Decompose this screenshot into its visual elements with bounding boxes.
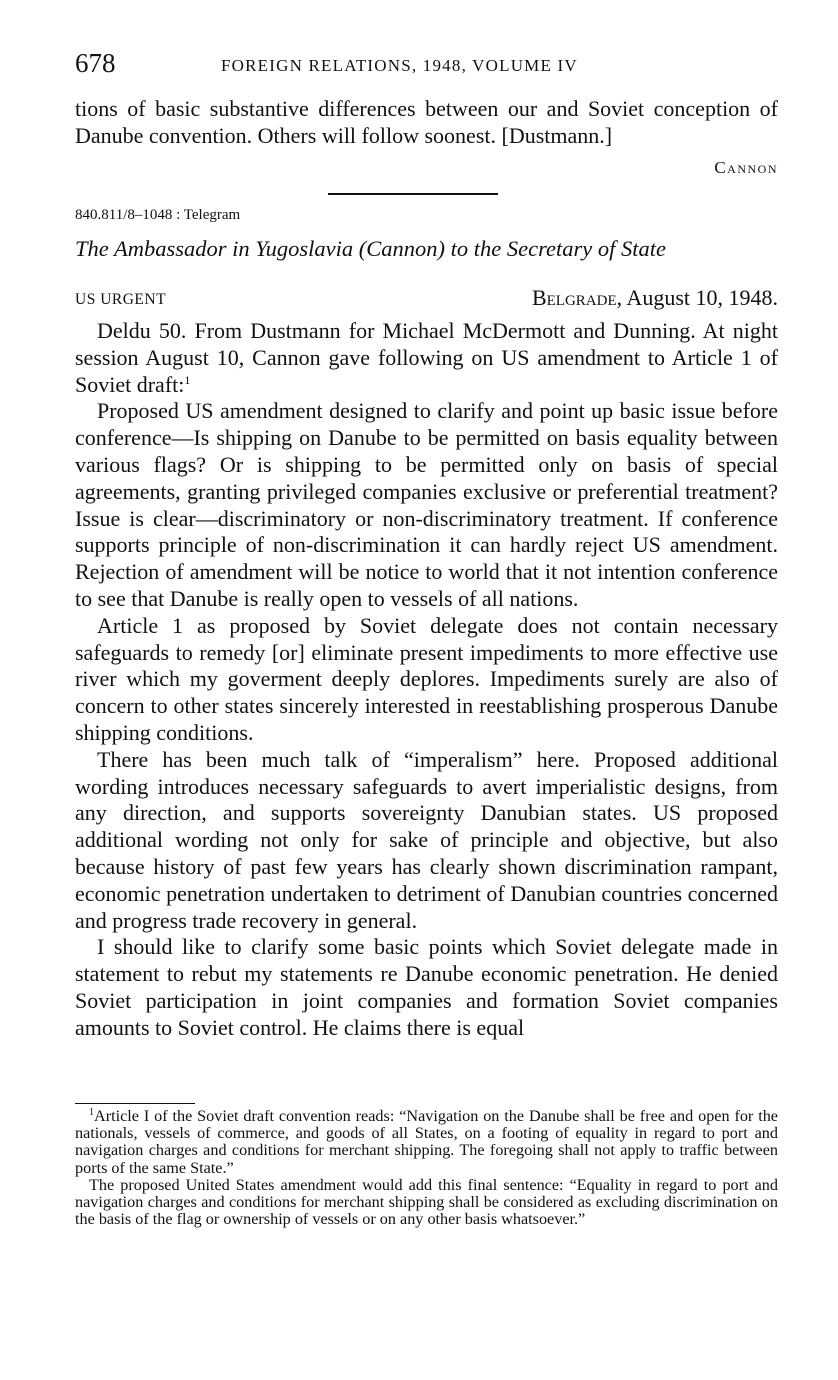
page-number: 678 <box>75 48 116 78</box>
classification-label: US URGENT <box>75 291 167 308</box>
telegram-paragraph: I should like to clarify some basic points which Soviet delegate made in statement to rebut my statements re Danube economic penetration. He denied Soviet participation in joint companies and formation Soviet companies amounts to Soviet control. He claims there is equal <box>75 934 778 1040</box>
paragraph-text: Deldu 50. From Dustmann for Michael McDermott and Dunning. At night session August 10, Cannon gave following on US amendment to Article 1 of Soviet draft: <box>75 318 778 397</box>
footnote-divider <box>75 1103 195 1104</box>
footnote-text: The proposed United States amendment would add this final sentence: “Equality in regard to port and navigation charges and conditions for merchant shipping shall be considered as excluding discrimination on the basis of the flag or ownership of vessels or on any other basis whatsoever.” <box>75 1175 778 1229</box>
footnote-reference[interactable]: 1 <box>184 372 191 387</box>
footnote <box>75 1108 778 1177</box>
page-header <box>75 48 778 82</box>
running-head: FOREIGN RELATIONS, 1948, VOLUME IV <box>221 56 578 75</box>
footnote-marker: 1 <box>89 1107 94 1118</box>
telegram-paragraph <box>75 318 778 398</box>
continuation-paragraph: tions of basic substantive differences between our and Soviet conception of Danube convention. Others will follow soonest. [Dustmann.] <box>75 96 778 148</box>
file-number: 840.811/8–1048 : Telegram <box>75 207 241 223</box>
dateline <box>532 285 778 311</box>
footnotes <box>75 1108 778 1228</box>
telegram-paragraph: Article 1 as proposed by Soviet delegate does not contain necessary safeguards to remedy [or] eliminate present impediments to more effective use river which my goverment deeply deplores. Impediments surely are also of concern to other states sincerely interested in reestablishing prosperous Danube shipping conditions. <box>75 612 778 745</box>
telegram-paragraph: There has been much talk of “imperalism” here. Proposed additional wording introduces necessary safeguards to avert imperialistic designs, from any direction, and supports sovereignty Danubian states. US proposed additional wording not only for sake of principle and objective, but also because history of past few years has clearly shown discrimination rampant, economic penetration undertaken to detriment of Danubian countries concerned and progress trade recovery in general. <box>75 746 778 933</box>
section-divider <box>328 193 498 195</box>
document-title: The Ambassador in Yugoslavia (Cannon) to the Secretary of State <box>75 236 667 261</box>
footnote-text: Article I of the Soviet draft convention reads: “Navigation on the Danube shall be free and open for the nationals, vessels of commerce, and goods of all States, on a footing of equality in regard to port and navigation charges and conditions for merchant shipping. The foregoing shall not apply to traffic between ports of the same State.” <box>75 1107 778 1177</box>
dateline-place: Belgrade, <box>531 285 623 310</box>
footnote <box>75 1177 778 1229</box>
telegram-paragraph: Proposed US amendment designed to clarify and point up basic issue before conference—Is shipping on Danube to be permitted on basis equality between various flags? Or is shipping to be permitted only on basis of special agreements, granting privileged companies exclusive or preferential treatment? Issue is clear—discriminatory or non-discriminatory treatment. If conference supports principle of non-discrimination it can hardly reject US amendment. Rejection of amendment will be notice to world that it not intention conference to see that Danube is really open to vessels of all nations. <box>75 398 778 611</box>
telegram-body <box>75 318 778 1042</box>
dateline-date: August 10, 1948. <box>622 285 778 310</box>
signoff-cannon: Cannon <box>714 158 778 177</box>
